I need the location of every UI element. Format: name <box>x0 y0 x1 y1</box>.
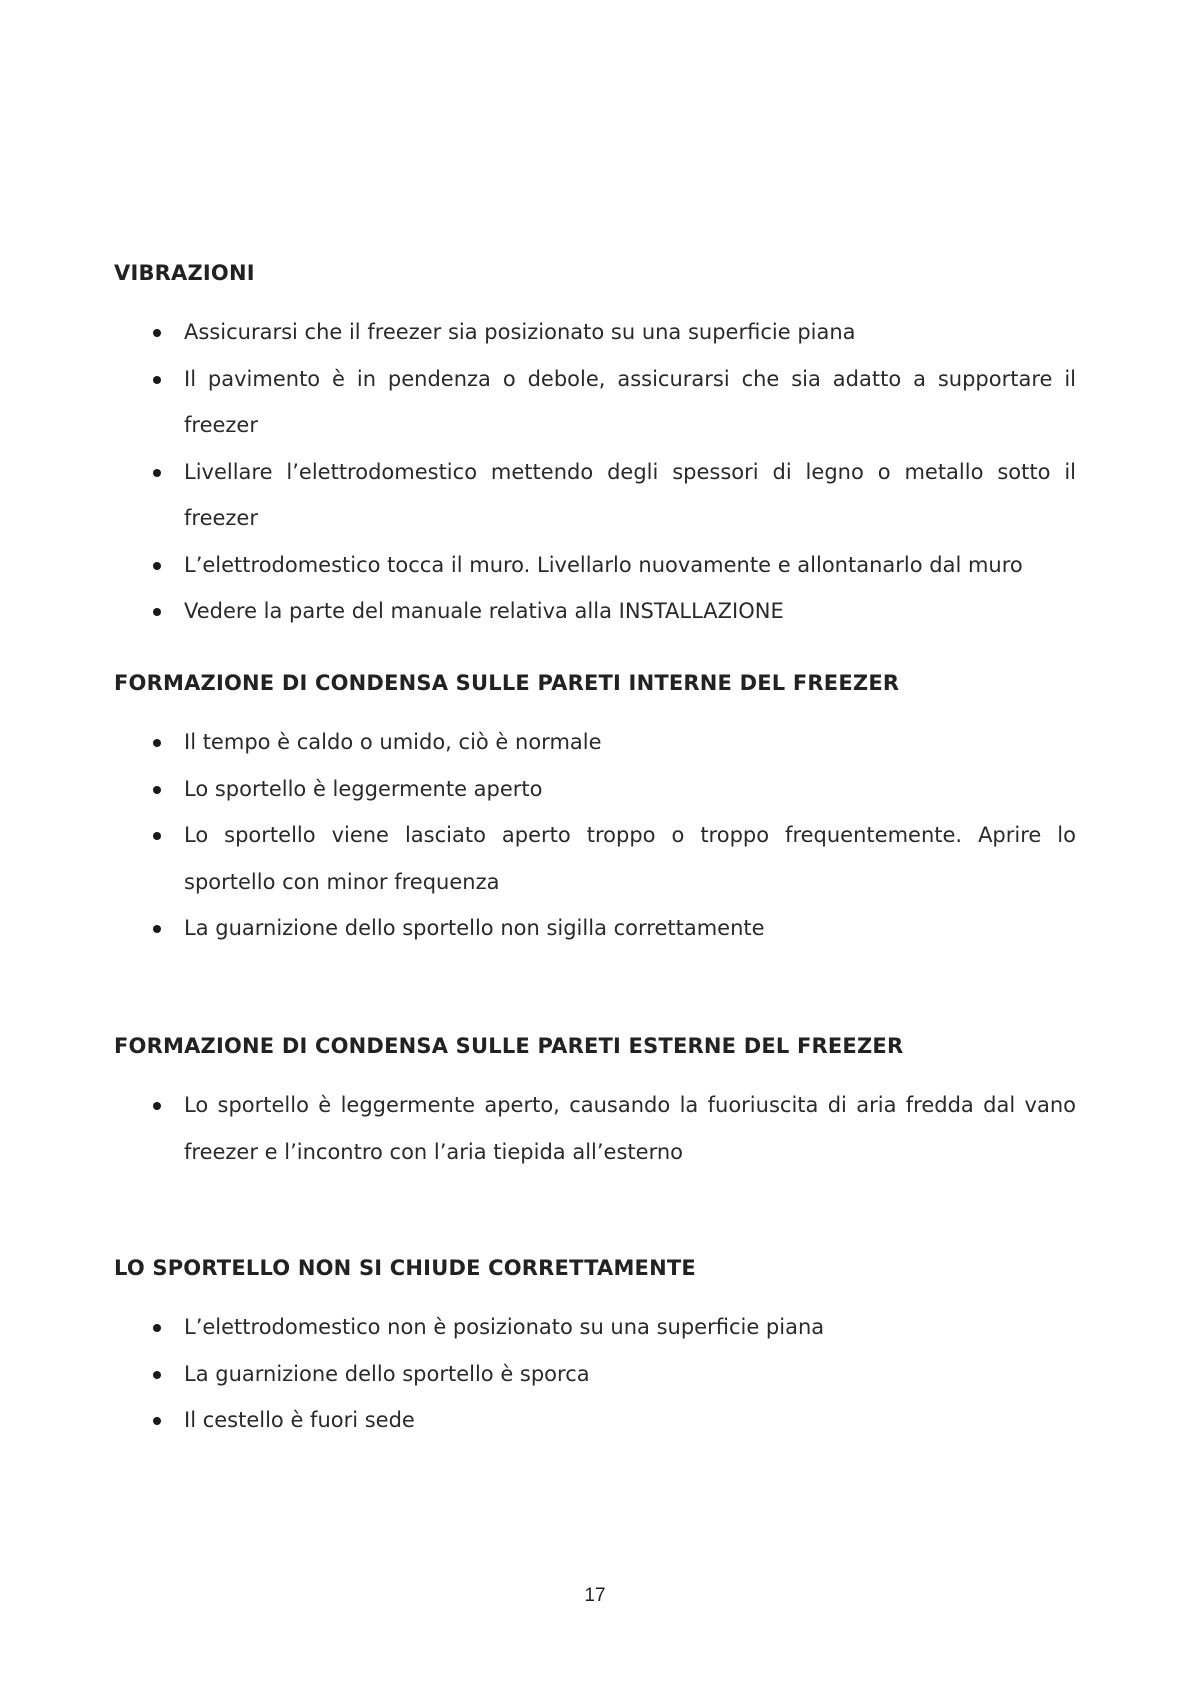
bullet-icon <box>153 376 161 384</box>
list-item: La guarnizione dello sportello non sigilla correttamente <box>114 905 1076 952</box>
list-item: Lo sportello è leggermente aperto <box>114 766 1076 813</box>
bullet-icon <box>153 1417 161 1425</box>
page-number: 17 <box>584 1585 606 1606</box>
bullet-icon <box>153 832 161 840</box>
bullet-icon <box>153 739 161 747</box>
list-item: Livellare l’elettrodomestico mettendo degli spessori di legno o metallo sotto il freezer <box>114 449 1076 542</box>
section-vibrazioni <box>114 259 1076 635</box>
section-condensa-interne <box>114 669 1076 952</box>
section-sportello <box>114 1254 1076 1444</box>
section-heading: FORMAZIONE DI CONDENSA SULLE PARETI ESTERNE DEL FREEZER <box>114 1034 904 1058</box>
list-item: Il tempo è caldo o umido, ciò è normale <box>114 719 1076 766</box>
bullet-list <box>114 719 1076 952</box>
list-item: L’elettrodomestico non è posizionato su una superficie piana <box>114 1304 1076 1351</box>
section-heading: FORMAZIONE DI CONDENSA SULLE PARETI INTERNE DEL FREEZER <box>114 671 900 695</box>
bullet-icon <box>153 1324 161 1332</box>
bullet-list <box>114 1304 1076 1444</box>
list-item: L’elettrodomestico tocca il muro. Livellarlo nuovamente e allontanarlo dal muro <box>114 542 1076 589</box>
list-item: Vedere la parte del manuale relativa alla INSTALLAZIONE <box>114 588 1076 635</box>
bullet-icon <box>153 786 161 794</box>
bullet-icon <box>153 925 161 933</box>
bullet-icon <box>153 469 161 477</box>
bullet-icon <box>153 1371 161 1379</box>
list-item: Il cestello è fuori sede <box>114 1397 1076 1444</box>
list-item: Lo sportello viene lasciato aperto troppo o troppo frequentemente. Aprire lo sportello con minor frequenza <box>114 812 1076 905</box>
bullet-icon <box>153 562 161 570</box>
list-item: Assicurarsi che il freezer sia posizionato su una superficie piana <box>114 309 1076 356</box>
list-item: La guarnizione dello sportello è sporca <box>114 1351 1076 1398</box>
list-item: Lo sportello è leggermente aperto, causando la fuoriuscita di aria fredda dal vano freezer e l’incontro con l’aria tiepida all’esterno <box>114 1082 1076 1175</box>
bullet-icon <box>153 1102 161 1110</box>
section-condensa-esterne <box>114 1032 1076 1175</box>
section-heading: VIBRAZIONI <box>114 261 255 285</box>
bullet-list <box>114 309 1076 635</box>
bullet-list <box>114 1082 1076 1175</box>
bullet-icon <box>153 329 161 337</box>
bullet-icon <box>153 608 161 616</box>
section-heading: LO SPORTELLO NON SI CHIUDE CORRETTAMENTE <box>114 1256 696 1280</box>
list-item: Il pavimento è in pendenza o debole, assicurarsi che sia adatto a supportare il freezer <box>114 356 1076 449</box>
